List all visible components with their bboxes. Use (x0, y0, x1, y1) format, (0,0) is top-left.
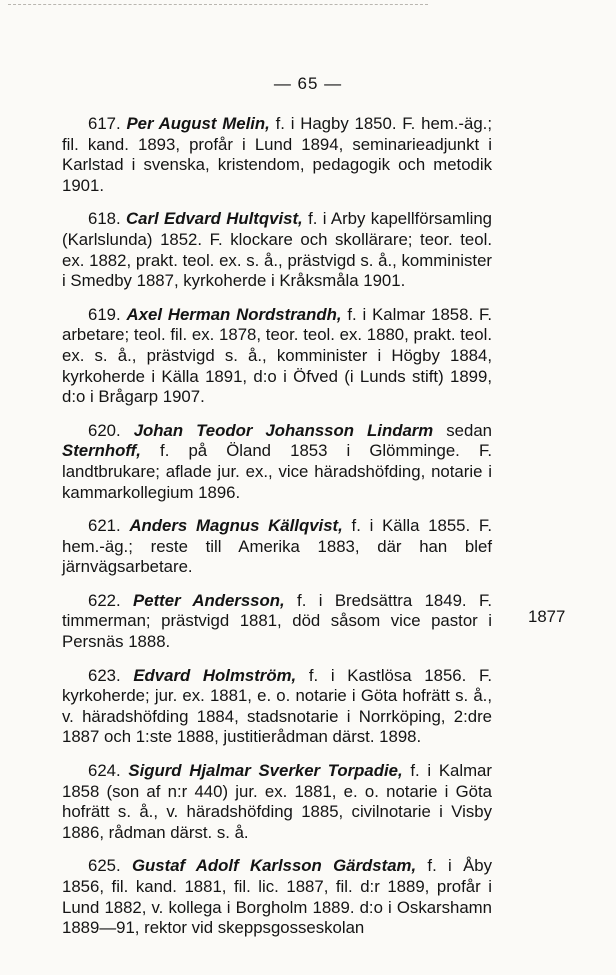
entry-text: f. i Kalmar 1858 (son af n:r 440) jur. ex. 1881, e. o. notarie i Göta hofrätt s. å., v. häradshöfding 1885, civilnotarie i Visby 1886, rådman därst. s. å. (62, 761, 492, 842)
entry-624 (62, 761, 492, 843)
entry-text: f. på Öland 1853 i Glömminge. F. landtbrukare; aflade jur. ex., vice häradshöfding, notarie i kammarkollegium 1896. (62, 441, 492, 502)
margin-annotation: 1877 (528, 607, 566, 626)
entry-number: 624. (88, 761, 121, 781)
entry-person-name: Johan Teodor Johansson Lindarm (133, 420, 434, 440)
entry-number: 621. (88, 516, 121, 536)
entry-person-name: Carl Edvard Hultqvist, (126, 209, 303, 229)
entry-text: sedan (433, 420, 492, 440)
entry-number: 620. (88, 420, 121, 440)
entry-622 (62, 591, 492, 653)
entry-person-name: Edvard Holmström, (133, 665, 297, 685)
entry-618 (62, 209, 492, 291)
entry-number: 622. (88, 590, 121, 610)
entry-person-name: Per August Melin, (126, 114, 270, 133)
page-number: — 65 — (273, 74, 343, 93)
entry-list (62, 114, 492, 952)
entry-number: 617. (88, 114, 121, 133)
entry-person-name: Anders Magnus Källqvist, (129, 516, 343, 536)
entry-number: 623. (88, 665, 121, 685)
entry-620 (62, 421, 492, 503)
entry-number: 619. (88, 304, 121, 324)
entry-617 (62, 114, 492, 196)
entry-text: f. i Hagby 1850. F. hem.-äg.; fil. kand. 1893, profår i Lund 1894, seminarieadjunkt i Karlstad i svenska, kristendom, pedagogik och metodik 1901. (62, 114, 492, 195)
entry-number: 618. (88, 209, 121, 229)
entry-text: f. i Källa 1855. F. hem.-äg.; reste till Amerika 1883, där han blef järnvägsarbetare. (62, 516, 492, 577)
entry-623 (62, 666, 492, 748)
entry-text: f. i Bredsättra 1849. F. timmerman; prästvigd 1881, död såsom vice pastor i Persnäs 1888. (62, 590, 493, 652)
entry-person-name: Petter Andersson, (133, 590, 285, 610)
entry-619 (62, 305, 492, 408)
entry-text: f. i Åby 1856, fil. kand. 1881, fil. lic. 1887, fil. d:r 1889, profår i Lund 1882, v. kollega i Borgholm 1889. d:o i Oskarshamn 1889—91, rektor vid skeppsgosseskolan (62, 856, 492, 938)
scan-edge-line (8, 4, 428, 6)
entry-person-name: Sigurd Hjalmar Sverker Torpadie, (128, 761, 403, 781)
entry-text: f. i Kalmar 1858. F. arbetare; teol. fil. ex. 1878, teor. teol. ex. 1880, prakt. teol. ex. s. å., prästvigd s. å., komminister i Högby 1884, kyrkoherde i Källa 1891, d:o i Öfved (i Lunds stift) 1899, d:o i Brågarp 1907. (62, 304, 492, 407)
entry-621 (62, 516, 492, 578)
entry-person-name-alt: Sternhoff, (62, 441, 141, 461)
entry-text: f. i Arby kapellförsamling (Karlslunda) 1852. F. klockare och skollärare; teor. teol. ex. 1882, prakt. teol. ex. s. å., prästvigd s. å., komminister i Smedby 1887, kyrkoherde i Kråksmåla 1901. (62, 209, 492, 291)
entry-person-name: Axel Herman Nordstrandh, (126, 304, 342, 324)
entry-person-name: Gustaf Adolf Karlsson Gärdstam, (131, 856, 417, 876)
entry-625 (62, 856, 492, 938)
entry-text: f. i Kastlösa 1856. F. kyrkoherde; jur. ex. 1881, e. o. notarie i Göta hofrätt s. å., v. häradshöfding 1884, stadsnotarie i Norrköping, 2:dre 1887 och 1:ste 1888, justitierådman därst. 1898. (62, 665, 493, 747)
entry-number: 625. (88, 856, 121, 876)
